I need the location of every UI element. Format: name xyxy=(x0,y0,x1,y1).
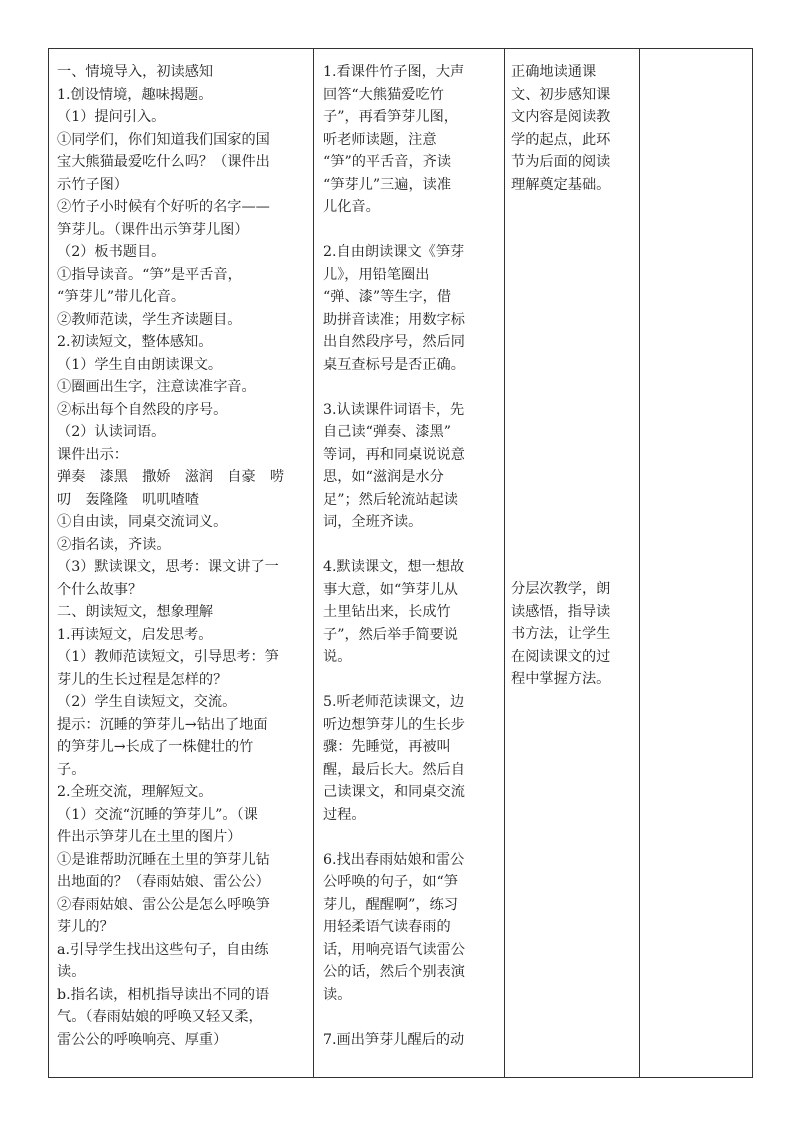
paragraph-gap xyxy=(323,534,465,557)
text-line: 程中掌握方法。 xyxy=(511,671,611,687)
text-line: 弹奏 漆黑 撒娇 滋润 自豪 唠 xyxy=(57,469,285,485)
text-line: 气。（春雨姑娘的呼唤又轻又柔， xyxy=(57,1009,263,1025)
text-line: （2）板书题目。 xyxy=(57,244,166,260)
text-line: 学的起点，此环 xyxy=(511,131,611,148)
text-line: ②指名读，齐读。 xyxy=(57,536,171,553)
text-line: ②教师范读，学生齐读题目。 xyxy=(57,311,242,328)
paragraph-gap xyxy=(323,826,465,849)
text-line: 助拼音读准；用数字标 xyxy=(323,311,465,328)
text-line: （1）学生自由朗读课文。 xyxy=(57,356,223,373)
lesson-plan-table xyxy=(48,48,753,1078)
text-line: （1）交流“沉睡的笋芽儿”。（课 xyxy=(57,806,258,823)
column-divider xyxy=(639,49,640,1077)
text-line: 2.全班交流，理解短文。 xyxy=(57,784,213,800)
text-line: 词，全班齐读。 xyxy=(323,514,423,530)
text-line: 子”，然后举手简要说 xyxy=(323,626,458,643)
text-line: “笋”的平舌音，齐读 xyxy=(323,154,452,170)
text-line: 在阅读课文的过 xyxy=(511,648,611,665)
text-line: 示竹子图） xyxy=(57,176,128,193)
text-line: 课件出示： xyxy=(57,446,128,463)
text-line: 等词，再和同桌说说意 xyxy=(323,446,465,463)
text-line: 读感悟，指导读 xyxy=(511,603,611,620)
text-line: 笋芽儿。（课件出示笋芽儿图） xyxy=(57,221,249,238)
text-line: 骤：先睡觉，再被叫 xyxy=(323,739,451,755)
text-line: ②春雨姑娘、雷公公是怎么呼唤笋 xyxy=(57,896,270,913)
text-line: 3.认读课件词语卡，先 xyxy=(323,401,465,418)
text-line: 儿化音。 xyxy=(323,199,380,215)
design-intent-part-2 xyxy=(511,578,610,691)
text-line: 书方法，让学生 xyxy=(511,626,611,642)
text-line: 己读课文，和同桌交流 xyxy=(323,784,465,800)
text-line: 足”；然后轮流站起读 xyxy=(323,491,458,508)
text-line: 节为后面的阅读 xyxy=(511,154,611,170)
text-line: 思，如“滋润是水分 xyxy=(323,469,444,485)
teacher-activity-column xyxy=(57,61,284,1051)
text-line: 1.看课件竹子图，大声 xyxy=(323,64,465,80)
text-line: 7.画出笋芽儿醒后的动 xyxy=(323,1031,465,1048)
text-line: “弹、漆”等生字，借 xyxy=(323,289,452,305)
text-line: 芽儿，醒醒啊”，练习 xyxy=(323,896,458,913)
text-line: ②竹子小时候有个好听的名字—— xyxy=(57,199,270,215)
text-line: 提示：沉睡的笋芽儿→钻出了地面 xyxy=(57,716,268,733)
text-line: 分层次教学，朗 xyxy=(511,581,611,597)
text-line: 叨 轰隆隆 叽叽喳喳 xyxy=(57,491,199,508)
column-divider xyxy=(313,49,314,1077)
paragraph-gap xyxy=(323,219,465,242)
text-line: 回答“大熊猫爱吃竹 xyxy=(323,86,444,103)
text-line: 出自然段序号，然后同 xyxy=(323,334,465,350)
text-line: 公呼唤的句子，如“笋 xyxy=(323,874,458,890)
text-line: 自己读“弹奏、漆黑” xyxy=(323,424,452,440)
paragraph-gap xyxy=(323,1006,465,1029)
text-line: 出地面的？（春雨姑娘、雷公公） xyxy=(57,874,270,890)
text-line: 读。 xyxy=(57,964,86,980)
text-line: 个什么故事？ xyxy=(57,581,143,598)
text-line: 一、情境导入，初读感知 xyxy=(57,64,214,80)
column-divider xyxy=(504,49,505,1077)
text-line: 事大意，如“笋芽儿从 xyxy=(323,581,458,598)
text-line: 雷公公的呼唤响亮、厚重） xyxy=(57,1031,228,1048)
text-line: 子”，再看笋芽儿图， xyxy=(323,109,458,125)
text-line: 芽儿的？ xyxy=(57,919,114,935)
text-line: 读。 xyxy=(323,986,352,1003)
text-line: ①圈画出生字，注意读准字音。 xyxy=(57,379,256,395)
text-line: 2.自由朗读课文《笋芽 xyxy=(323,244,465,260)
text-line: 子。 xyxy=(57,761,86,778)
text-line: 1.创设情境，趣味揭题。 xyxy=(57,86,213,103)
text-line: ②标出每个自然段的序号。 xyxy=(57,401,228,418)
student-activity-column xyxy=(323,61,465,1051)
text-line: 1.再读短文，启发思考。 xyxy=(57,626,213,643)
text-line: 话，用响亮语气读雷公 xyxy=(323,941,465,958)
text-line: 正确地读通课 xyxy=(511,64,597,80)
text-line: 文、初步感知课 xyxy=(511,86,611,103)
text-line: 公的话，然后个别表演 xyxy=(323,964,465,980)
text-line: （1）教师范读短文，引导思考：笋 xyxy=(57,649,279,665)
text-line: “笋芽儿”三遍，读准 xyxy=(323,176,452,193)
design-intent-part-1 xyxy=(511,61,610,196)
text-line: ①是谁帮助沉睡在土里的笋芽儿钻 xyxy=(57,851,270,868)
text-line: ①指导读音。“笋”是平舌音， xyxy=(57,266,242,283)
text-line: 听老师读题，注意 xyxy=(323,131,437,148)
paragraph-gap xyxy=(323,376,465,399)
text-line: 听边想笋芽儿的生长步 xyxy=(323,716,465,733)
text-line: 过程。 xyxy=(323,806,366,823)
text-line: b.指名读，相机指导读出不同的语 xyxy=(57,986,270,1003)
text-line: “笋芽儿”带儿化音。 xyxy=(57,289,186,305)
text-line: （2）学生自读短文，交流。 xyxy=(57,694,237,710)
text-line: 用轻柔语气读春雨的 xyxy=(323,919,451,935)
design-intent-column xyxy=(511,61,610,691)
text-line: （1）提问引入。 xyxy=(57,109,166,125)
text-line: 儿》，用铅笔圈出 xyxy=(323,266,430,283)
text-line: 理解奠定基础。 xyxy=(511,176,611,193)
text-line: 5.听老师范读课文，边 xyxy=(323,694,465,710)
paragraph-gap xyxy=(323,669,465,692)
text-line: ①同学们，你们知道我们国家的国 xyxy=(57,131,270,148)
text-line: 6.找出春雨姑娘和雷公 xyxy=(323,851,465,868)
text-line: 4.默读课文，想一想故 xyxy=(323,559,465,575)
text-line: （3）默读课文，思考：课文讲了一 xyxy=(57,559,279,575)
text-line: 件出示笋芽儿在土里的图片） xyxy=(57,829,242,845)
text-line: 宝大熊猫最爱吃什么吗？（课件出 xyxy=(57,154,270,170)
text-line: ①自由读，同桌交流词义。 xyxy=(57,514,228,530)
text-line: 醒，最后长大。然后自 xyxy=(323,761,465,778)
text-line: 土里钻出来，长成竹 xyxy=(323,604,451,620)
text-line: a.引导学生找出这些句子，自由练 xyxy=(57,941,269,958)
text-line: 说。 xyxy=(323,649,352,665)
text-line: 2.初读短文，整体感知。 xyxy=(57,334,213,350)
text-line: （2）认读词语。 xyxy=(57,424,166,440)
text-line: 二、朗读短文，想象理解 xyxy=(57,604,214,620)
text-line: 桌互查标号是否正确。 xyxy=(323,356,465,373)
text-line: 文内容是阅读教 xyxy=(511,109,611,125)
text-line: 芽儿的生长过程是怎样的？ xyxy=(57,671,228,688)
text-line: 的笋芽儿→长成了一株健壮的竹 xyxy=(57,739,254,755)
